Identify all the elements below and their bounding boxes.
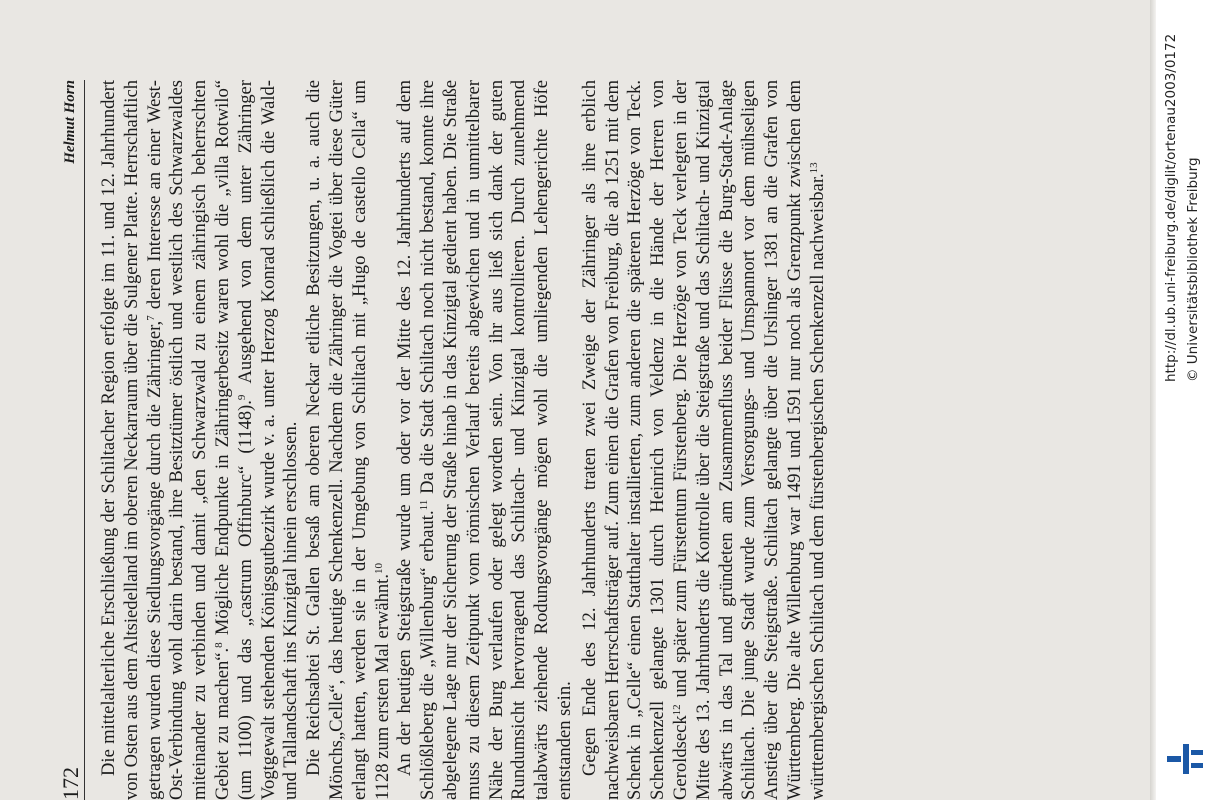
text-run: Ausgehend von dem unter Zähringer Vogtgewalt stehenden Königsgutbezirk wurde v. a. unter Herzog Konrad schließlich die Wald- und Tallandschaft ins Kinzigtal hinein erschlossen. [234, 80, 302, 800]
logo-bar-right-top [1191, 750, 1203, 755]
paragraph [98, 80, 303, 800]
footnote-marker: 8 [212, 642, 225, 648]
logo-bar-left [1167, 756, 1181, 762]
text-run: Da die Stadt Schiltach noch nicht bestand, konnte ihre abgelegene Lage nur der Sicherung der Straße hinab in das Kinzigtal gedient haben. Die Straße muss zu diesem Zeitpunkt vom römischen Verlauf bereits abgewichen und in unmittelbarer Nähe der Burg verlaufen oder gelegt worden sein. Von ihr aus ließ sich dank der guten Rundumsicht hervorragend das Schiltach- und Kinzigtal kontrollieren. Durch zunehmend talabwärts ziehende Rodungsvorgänge mögen wohl die umliegenden Lehengerichte Höfe entstanden sein. [417, 80, 575, 800]
page-number: 172 [58, 767, 83, 800]
footnote-marker: 11 [418, 499, 431, 511]
text-run: Mögliche Endpunkte in Zähringerbesitz waren wohl die „villa Rotwilo“ (um 1100) und das „castrum Offinburc“ (1148). [211, 79, 256, 800]
paragraph [394, 80, 576, 800]
running-head [58, 80, 85, 800]
text-run: Die Reichsabtei St. Gallen besaß am oberen Neckar etliche Besitzungen, u. a. auch die Mönchs„Celle“, das heutige Schenkenzell. Nachdem die Zähringer die Vogtei über diese Güter erlangt hatten, werden sie in der Umgebung von Schiltach mit „Hugo de castello Cella“ um 1128 zum ersten Mal erwähnt. [303, 80, 393, 800]
source-url-link[interactable]: http://dl.ub.uni-freiburg.de/diglit/ortenau2003/0172 [1163, 33, 1179, 382]
logo-bar-center [1183, 744, 1189, 774]
paragraph [579, 80, 830, 800]
paragraph [303, 80, 394, 800]
body-text [98, 80, 830, 800]
library-sidebar [1155, 0, 1212, 800]
logo-bar-right-bottom [1191, 763, 1203, 768]
footnote-marker: 13 [807, 162, 820, 174]
ub-freiburg-logo-icon [1165, 742, 1205, 776]
text-run: Die mittelalterliche Erschließung der Schiltacher Region erfolgte im 11. und 12. Jahrhundert von Osten aus dem Altsiedelland im oberen Neckarraum über die Sulgener Platte. Herrschaftlich getragen wurden diese Siedlungsvorgänge durch die Zähringer, [98, 80, 165, 800]
text-run: und später zum Fürstentum Fürstenberg. Die Herzöge von Teck verlegten in der Mitte des 13. Jahrhunderts die Kontrolle über die Steigstraße und das Schiltach- und Kinzigtal abwärts in das Tal und gründeten am Zusammenfluss beider Flüsse die Burg-Stadt-Anlage Schiltach. Die junge Stadt wurde zum Versorgungs- und Umspannort vor dem mühseligen Anstieg über die Steigstraße. Schiltach gelangte über die Urslinger 1381 an die Grafen von Württemberg. Die alte Willenburg war 1491 und 1591 nur noch als Grenzpunkt zwischen dem württembergischen Schiltach und dem fürstenbergischen Schenkenzell nachweisbar. [669, 80, 828, 800]
footnote-marker: 9 [235, 394, 248, 401]
footnote-marker: 10 [372, 563, 385, 574]
footnote-marker: 7 [144, 315, 157, 321]
text-run: An der heutigen Steigstraße wurde um oder vor der Mitte des 12. Jahrhunderts auf dem Schlößleberg die „Willenburg“ erbaut. [394, 80, 439, 800]
text-run: deren Interesse an einer West-Ost-Verbindung wohl darin bestand, ihre Besitztümer östlich und westlich des Schwarzwaldes miteinander zu verbinden und damit „den Schwarzwald zu einem zähringisch beherrschten Gebiet zu machen“. [143, 80, 233, 800]
copyright-notice: © Universitätsbibliothek Freiburg [1185, 157, 1201, 382]
running-author: Helmut Horn [62, 80, 78, 164]
text-run: Gegen Ende des 12. Jahrhunderts traten zwei Zweige der Zähringer als ihre erblich nachweisbaren Herrschaftsträger auf. Zum einen die Grafen von Freiburg, die ab 1251 mit dem Schenk in „Celle“ einen Statthalter installierten, zum anderen die späteren Herzöge von Teck. Schenkenzell gelangte 1301 durch Heinrich von Veldenz in die Hände der Herren von Geroldseck [578, 80, 691, 800]
footnote-marker: 12 [670, 704, 683, 716]
